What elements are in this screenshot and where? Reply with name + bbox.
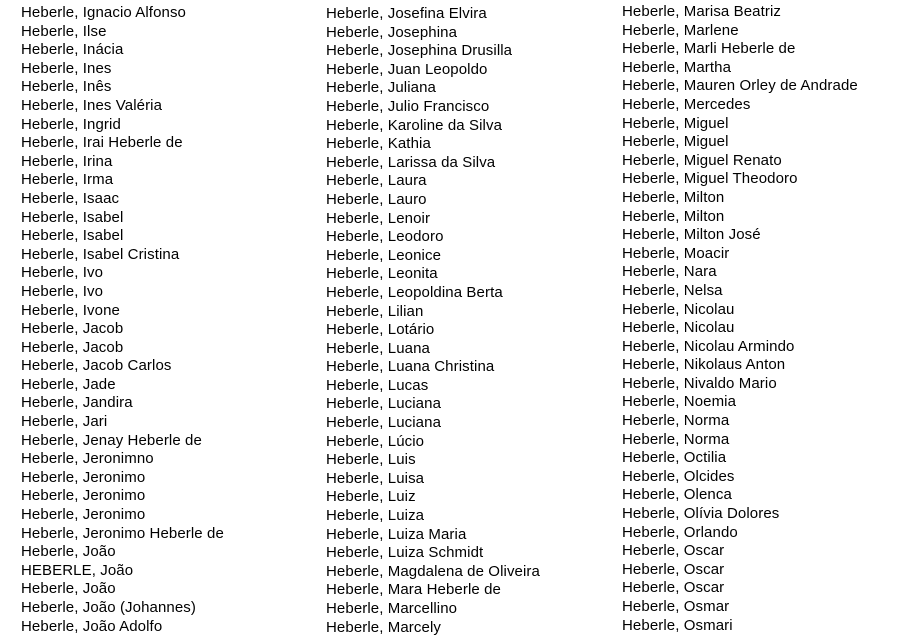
name-entry: Heberle, Jenay Heberle de — [21, 431, 202, 449]
name-entry: Heberle, Jeronimno — [21, 450, 154, 468]
name-entry: Heberle, Juan Leopoldo — [326, 60, 488, 78]
name-entry: Heberle, Miguel — [622, 114, 729, 132]
name-entry: Heberle, Mara Heberle de — [326, 581, 501, 599]
name-entry: Heberle, João (Johannes) — [21, 599, 197, 616]
name-entry: Heberle, Nara — [622, 263, 717, 281]
name-entry: Heberle, Josefina Elvira — [326, 5, 487, 22]
name-entry: Heberle, Olenca — [622, 486, 732, 504]
name-entry: Heberle, João — [21, 543, 116, 561]
name-entry: HEBERLE, João — [21, 561, 134, 579]
name-entry: Heberle, Luisa — [326, 469, 425, 487]
name-entry: Heberle, Osmari — [622, 616, 733, 634]
name-entry: Heberle, Luiz — [326, 488, 416, 506]
name-entry: Heberle, Ivo — [21, 282, 104, 300]
name-entry: Heberle, Jeronimo — [21, 487, 146, 505]
name-entry: Heberle, Isabel — [21, 208, 124, 226]
name-entry: Heberle, Octilia — [622, 449, 727, 467]
name-entry: Heberle, Miguel Theodoro — [622, 170, 798, 188]
name-entry: Heberle, Luiza Maria — [326, 525, 467, 543]
name-entry: Heberle, Jandira — [21, 394, 133, 412]
name-entry: Heberle, Julio Francisco — [326, 97, 490, 115]
name-entry: Heberle, Ingrid — [21, 115, 121, 133]
name-entry: Heberle, Oscar — [622, 579, 725, 597]
name-entry: Heberle, Jade — [21, 375, 116, 393]
name-entry: Heberle, Jacob Carlos — [21, 357, 172, 375]
name-entry: Heberle, Inês — [21, 78, 112, 96]
name-entry: Heberle, Lúcio — [326, 432, 425, 450]
name-entry: Heberle, Lauro — [326, 190, 427, 208]
name-entry: Heberle, Luis — [326, 451, 416, 469]
name-entry: Heberle, Jeronimo — [21, 468, 146, 486]
name-entry: Heberle, Milton — [622, 207, 725, 225]
name-entry: Heberle, Milton José — [622, 226, 761, 244]
name-entry: Heberle, Isabel — [21, 227, 124, 245]
name-entry: Heberle, João Adolfo — [21, 617, 163, 635]
name-entry: Heberle, Nivaldo Mario — [622, 374, 777, 392]
name-entry: Heberle, Isabel Cristina — [21, 245, 180, 263]
name-entry: Heberle, Luiza Schmidt — [326, 544, 484, 562]
name-entry: Heberle, Olcides — [622, 467, 735, 485]
name-entry: Heberle, Lucas — [326, 376, 429, 394]
name-entry: Heberle, Jacob — [21, 338, 124, 356]
name-column-1 — [21, 4, 224, 636]
name-entry: Heberle, Ignacio Alfonso — [21, 4, 187, 21]
name-entry: Heberle, Lotário — [326, 321, 435, 339]
name-entry: Heberle, Josephina — [326, 23, 458, 41]
name-entry: Heberle, Luana Christina — [326, 358, 495, 376]
name-entry: Heberle, Inácia — [21, 41, 124, 59]
name-entry: Heberle, Jari — [21, 413, 108, 431]
name-entry: Heberle, Jeronimo — [21, 506, 146, 524]
name-entry: Heberle, Luciana — [326, 395, 442, 413]
name-entry: Heberle, Norma — [622, 412, 730, 430]
name-entry: Heberle, Lenoir — [326, 209, 431, 227]
name-entry: Heberle, Leonice — [326, 246, 442, 264]
name-entry: Heberle, Karoline da Silva — [326, 116, 503, 134]
name-column-3 — [622, 3, 858, 635]
name-entry: Heberle, Isaac — [21, 189, 120, 207]
name-entry: Heberle, Ilse — [21, 22, 107, 40]
name-entry: Heberle, João — [21, 580, 116, 598]
name-entry: Heberle, Orlando — [622, 523, 738, 541]
name-entry: Heberle, Luana — [326, 339, 430, 357]
name-entry: Heberle, Marcely — [326, 618, 441, 636]
name-entry: Heberle, Moacir — [622, 244, 730, 262]
name-entry: Heberle, Osmar — [622, 598, 730, 615]
name-entry: Heberle, Nicolau Armindo — [622, 337, 795, 355]
name-entry: Heberle, Marisa Beatriz — [622, 3, 782, 20]
name-entry: Heberle, Leodoro — [326, 228, 444, 246]
name-entry: Heberle, Marli Heberle de — [622, 40, 796, 58]
name-entry: Heberle, Marlene — [622, 21, 739, 39]
name-entry: Heberle, Mauren Orley de Andrade — [622, 77, 858, 95]
name-entry: Heberle, Milton — [622, 188, 725, 206]
name-entry: Heberle, Miguel — [622, 133, 729, 151]
name-entry: Heberle, Jacob — [21, 320, 124, 338]
name-entry: Heberle, Lilian — [326, 302, 424, 320]
name-entry: Heberle, Nikolaus Anton — [622, 356, 786, 374]
name-entry: Heberle, Luciana — [326, 414, 442, 432]
name-column-2 — [326, 5, 540, 637]
name-entry: Heberle, Oscar — [622, 560, 725, 578]
name-entry: Heberle, Irai Heberle de — [21, 134, 183, 152]
name-entry: Heberle, Ivone — [21, 301, 120, 319]
name-entry: Heberle, Nelsa — [622, 281, 723, 299]
name-entry: Heberle, Magdalena de Oliveira — [326, 562, 540, 580]
name-entry: Heberle, Luiza — [326, 507, 425, 525]
name-entry: Heberle, Josephina Drusilla — [326, 42, 513, 60]
name-entry: Heberle, Nicolau — [622, 300, 735, 318]
name-entry: Heberle, Leopoldina Berta — [326, 283, 503, 301]
name-entry: Heberle, Olívia Dolores — [622, 505, 780, 523]
name-entry: Heberle, Laura — [326, 172, 427, 190]
name-entry: Heberle, Ines — [21, 59, 112, 77]
name-entry: Heberle, Noemia — [622, 393, 737, 411]
name-entry: Heberle, Kathia — [326, 135, 431, 153]
name-entry: Heberle, Mercedes — [622, 95, 751, 113]
name-entry: Heberle, Larissa da Silva — [326, 153, 496, 171]
name-entry: Heberle, Norma — [622, 430, 730, 448]
name-entry: Heberle, Ines Valéria — [21, 96, 163, 114]
name-entry: Heberle, Juliana — [326, 79, 436, 97]
name-entry: Heberle, Martha — [622, 58, 732, 76]
name-entry: Heberle, Marcellino — [326, 600, 458, 617]
name-entry: Heberle, Ivo — [21, 264, 104, 282]
name-entry: Heberle, Irina — [21, 152, 113, 170]
name-entry: Heberle, Jeronimo Heberle de — [21, 524, 224, 542]
name-entry: Heberle, Miguel Renato — [622, 151, 782, 169]
name-entry: Heberle, Nicolau — [622, 319, 735, 337]
name-entry: Heberle, Irma — [21, 171, 114, 189]
name-entry: Heberle, Oscar — [622, 542, 725, 560]
name-entry: Heberle, Leonita — [326, 265, 438, 283]
